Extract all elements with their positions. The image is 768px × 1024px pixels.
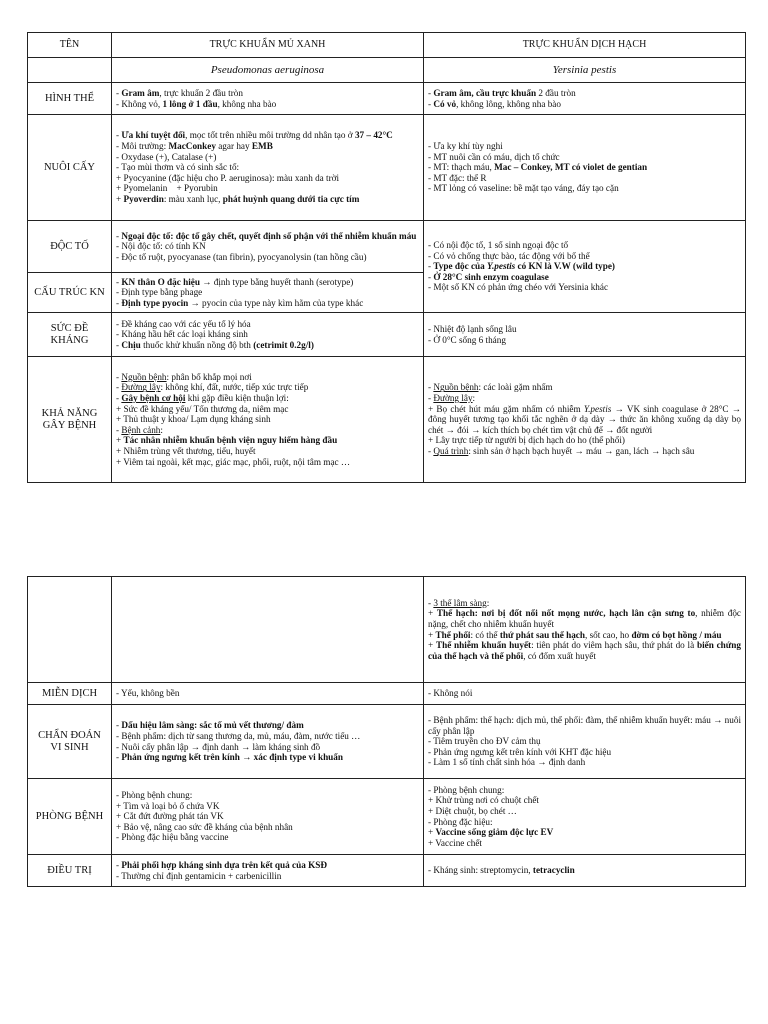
header-name: TÊN <box>28 33 112 58</box>
cell-line: - Dấu hiệu lâm sàng: sắc tố mủ vết thương/ đàm <box>116 720 304 731</box>
species-yersinia: Yersinia pestis <box>424 58 746 83</box>
cell-line: - Bệnh phẩm: thể hạch: dịch mủ, thể phổi: đàm, thể nhiễm khuẩn huyết: máu → nuôi cấy phân lập <box>428 715 741 736</box>
cell-line: - Chịu thuốc khử khuẩn nồng độ bth (cetrimit 0.2g/l) <box>116 339 314 350</box>
comparison-table-part-2 <box>27 576 746 887</box>
yersinia-cell <box>424 705 746 779</box>
cell-line: + Pyocyanine (đặc hiệu cho P. aeruginosa): màu xanh da trời <box>116 172 340 183</box>
cell-line: + Bảo vệ, nâng cao sức đề kháng của bệnh nhân <box>116 821 293 832</box>
cell-line: + Nhiễm trùng vết thương, tiểu, huyết <box>116 445 256 456</box>
cell-line: - 3 thể lâm sàng: <box>428 597 490 608</box>
cell-line: - Không nói <box>428 688 473 699</box>
cell-line: - Bệnh phẩm: dịch từ sang thương da, mủ, máu, đàm, nước tiểu … <box>116 730 361 741</box>
cell-line: + Thủ thuật y khoa/ Lạm dụng kháng sinh <box>116 414 271 425</box>
cell-line: - Không vỏ, 1 lông ở 1 đầu, không nha bào <box>116 98 277 109</box>
cell-line: + Sức đề kháng yếu/ Tổn thương da, niêm mạc <box>116 403 289 414</box>
cell-line: - Gram âm, cầu trực khuẩn 2 đầu tròn <box>428 87 576 98</box>
cell-line: - Có vỏ chống thực bào, tác động với bổ thể <box>428 250 590 261</box>
cell-line: - Phải phối hợp kháng sinh dựa trên kết quả của KSĐ <box>116 859 328 870</box>
cell-line: - Yếu, không bền <box>116 688 180 699</box>
pseudomonas-cell <box>112 779 424 855</box>
yersinia-cell <box>424 855 746 887</box>
row-the-lam-sang <box>28 577 746 683</box>
header-row <box>28 33 746 58</box>
cell-line: - MT nuôi cần có máu, dịch tổ chức <box>428 151 560 162</box>
cell-line: - Đề kháng cao với các yếu tố lý hóa <box>116 318 251 329</box>
row-phong-benh <box>28 779 746 855</box>
cell-line: - Phòng đặc hiệu: <box>428 816 493 827</box>
cell-line: + Thể phổi: có thể thứ phát sau thể hạch, sốt cao, ho đờm có bọt hồng / máu <box>428 629 722 640</box>
cell-line: - Đường lây: không khí, đất, nước, tiếp xúc trực tiếp <box>116 382 309 393</box>
row-label: CHẨN ĐOÁN VI SINH <box>28 705 112 779</box>
cell-line: + Vaccine sống giảm độc lực EV <box>428 827 554 838</box>
cell-line: - Có nội độc tố, 1 số sinh ngoại độc tố <box>428 240 569 251</box>
pseudomonas-cell <box>112 273 424 313</box>
cell-line: + Bọ chét hút máu gặm nhấm có nhiễm Y.pestis → VK sinh coagulase ở 28°C → đông huyết tương tạo khối tắc nghẽn ở dạ dày → thức ăn không xuống dạ dày bọ chét → đói → kích thích bọ chét tìm vật chủ để → đốt người <box>428 403 741 435</box>
row-label: NUÔI CẤY <box>28 115 112 221</box>
cell-line: - Nuôi cấy phân lập → định danh → làm kháng sinh đồ <box>116 741 321 752</box>
row-nuoi-cay <box>28 115 746 221</box>
species-pseudomonas: Pseudomonas aeruginosa <box>112 58 424 83</box>
cell-line: - Nguồn bệnh: phân bố khắp mọi nơi <box>116 371 252 382</box>
pseudomonas-cell <box>112 313 424 357</box>
cell-line: + Tìm và loại bỏ ổ chứa VK <box>116 800 220 811</box>
pseudomonas-cell <box>112 221 424 273</box>
cell-line: + Tác nhân nhiễm khuẩn bệnh viện nguy hiểm hàng đầu <box>116 435 338 446</box>
cell-line: - Phòng đặc hiệu bằng vaccine <box>116 832 229 843</box>
yersinia-cell <box>424 313 746 357</box>
cell-line: + Pyomelanin + Pyorubin <box>116 183 218 194</box>
cell-line: - Tạo mùi thơm và có sinh sắc tố: <box>116 162 240 173</box>
cell-line: - Một số KN có phản ứng chéo với Yersinia khác <box>428 282 609 293</box>
cell-line: + Pyoverdin: màu xanh lục, phát huỳnh quang dưới tia cực tím <box>116 193 360 204</box>
row-label: HÌNH THỂ <box>28 83 112 115</box>
pseudomonas-cell <box>112 83 424 115</box>
cell-line: - Tiêm truyền cho ĐV cảm thụ <box>428 736 541 747</box>
cell-line: - Nội độc tố: có tính KN <box>116 241 206 252</box>
cell-line: - Đường lây: <box>428 393 476 404</box>
row-chan-doan-vi-sinh <box>28 705 746 779</box>
yersinia-cell <box>424 683 746 705</box>
cell-line: - Phòng bệnh chung: <box>116 790 193 801</box>
pseudomonas-cell <box>112 115 424 221</box>
row-label: SỨC ĐỀ KHÁNG <box>28 313 112 357</box>
cell-line: - Môi trường: MacConkey agar hay EMB <box>116 141 273 152</box>
header-pseudomonas: TRỰC KHUẨN MỦ XANH <box>112 33 424 58</box>
cell-line: - Ngoại độc tố: độc tố gây chết, quyết định số phận với thể nhiễm khuẩn máu <box>116 230 417 241</box>
comparison-table-part-1 <box>27 32 746 483</box>
cell-line: + Cắt đứt đường phát tán VK <box>116 811 224 822</box>
row-label: ĐỘC TỐ <box>28 221 112 273</box>
yersinia-cell <box>424 83 746 115</box>
yersinia-cell <box>424 779 746 855</box>
cell-line: - Độc tố ruột, pyocyanase (tan fibrin), pyocyanolysin (tan hồng cầu) <box>116 251 367 262</box>
row-suc-de-khang <box>28 313 746 357</box>
row-dieu-tri <box>28 855 746 887</box>
row-label: ĐIỀU TRỊ <box>28 855 112 887</box>
yersinia-cell <box>424 577 746 683</box>
cell-line: - Thường chỉ định gentamicin + carbenicillin <box>116 870 282 881</box>
cell-line: - Ưa khí tuyệt đối, mọc tốt trên nhiều môi trường dd nhân tạo ở 37 – 42°C <box>116 130 393 141</box>
cell-line: - Quá trình: sinh sản ở hạch bạch huyết → máu → gan, lách → hạch sâu <box>428 445 695 456</box>
row-label: CẤU TRÚC KN <box>28 273 112 313</box>
cell-line: + Diệt chuột, bọ chét … <box>428 805 517 816</box>
yersinia-cell <box>424 221 746 313</box>
header-yersinia: TRỰC KHUẨN DỊCH HẠCH <box>424 33 746 58</box>
yersinia-cell <box>424 357 746 483</box>
row-label <box>28 577 112 683</box>
row-hinh-the <box>28 83 746 115</box>
cell-line: - MT đặc: thể R <box>428 172 487 183</box>
pseudomonas-cell <box>112 683 424 705</box>
cell-line: - Ở 0°C sống 6 tháng <box>428 334 506 345</box>
pseudomonas-cell <box>112 705 424 779</box>
cell-line: - Gây bệnh cơ hội khi gặp điều kiện thuận lợi: <box>116 393 289 404</box>
cell-line: - KN thân O đặc hiệu → định type bằng huyết thanh (serotype) <box>116 276 354 287</box>
cell-line: - MT lỏng có vaseline: bề mặt tạo váng, đáy tạo cặn <box>428 183 619 194</box>
cell-line: - Gram âm, trực khuẩn 2 đầu tròn <box>116 87 243 98</box>
cell-line: + Thể hạch: nơi bị đốt nổi nốt mọng nước, hạch lân cận sưng to, nhiễm độc nặng, chết cho nhiễm khuẩn huyết <box>428 608 741 629</box>
yersinia-cell <box>424 115 746 221</box>
cell-line: - Kháng sinh: streptomycin, tetracyclin <box>428 865 575 876</box>
cell-line: - Nhiệt độ lạnh sống lâu <box>428 323 517 334</box>
cell-line: - Ưa ky khí tùy nghi <box>428 141 503 152</box>
cell-line: + Lây trực tiếp từ người bị dịch hạch do ho (thể phổi) <box>428 435 625 446</box>
cell-line: - Định type pyocin → pyocin của type này kìm hãm của type khác <box>116 297 364 308</box>
cell-line: - Phản ứng ngưng kết trên kính với KHT đặc hiệu <box>428 746 612 757</box>
cell-line: - Kháng hầu hết các loại kháng sinh <box>116 329 248 340</box>
pseudomonas-cell <box>112 855 424 887</box>
row-label: KHẢ NĂNG GÂY BỆNH <box>28 357 112 483</box>
cell-line: - Có vỏ, không lông, không nha bào <box>428 98 561 109</box>
species-row <box>28 58 746 83</box>
row-mien-dich <box>28 683 746 705</box>
pseudomonas-cell <box>112 357 424 483</box>
cell-line: + Khử trùng nơi có chuột chết <box>428 795 539 806</box>
species-label-cell <box>28 58 112 83</box>
row-label: MIỄN DỊCH <box>28 683 112 705</box>
cell-line: - Oxydase (+), Catalase (+) <box>116 151 217 162</box>
cell-line: - Làm 1 số tính chất sinh hóa → định danh <box>428 757 586 768</box>
cell-line: - Ở 28°C sinh enzym coagulase <box>428 271 549 282</box>
cell-line: - Định type bằng phage <box>116 287 203 298</box>
row-label: PHÒNG BỆNH <box>28 779 112 855</box>
cell-line: - Phòng bệnh chung: <box>428 784 505 795</box>
row-kha-nang-gay-benh <box>28 357 746 483</box>
row-doc-to <box>28 221 746 273</box>
cell-line: + Viêm tai ngoài, kết mạc, giác mạc, phổi, ruột, nội tâm mạc … <box>116 456 351 467</box>
cell-line: + Vaccine chết <box>428 837 482 848</box>
cell-line: - Phản ứng ngưng kết trên kính → xác định type vi khuẩn <box>116 752 343 763</box>
cell-line: - Type độc của Y.pestis có KN là V.W (wild type) <box>428 261 615 272</box>
pseudomonas-cell <box>112 577 424 683</box>
cell-line: - MT: thạch máu, Mac – Conkey, MT có violet de gentian <box>428 162 648 173</box>
cell-line: - Bệnh cảnh: <box>116 424 163 435</box>
cell-line: - Nguồn bệnh: các loài gặm nhấm <box>428 382 553 393</box>
cell-line: + Thể nhiễm khuẩn huyết: tiên phát do viêm hạch sâu, thứ phát do là biến chứng của thể hạch và thể phổi, có đốm xuất huyết <box>428 640 741 661</box>
